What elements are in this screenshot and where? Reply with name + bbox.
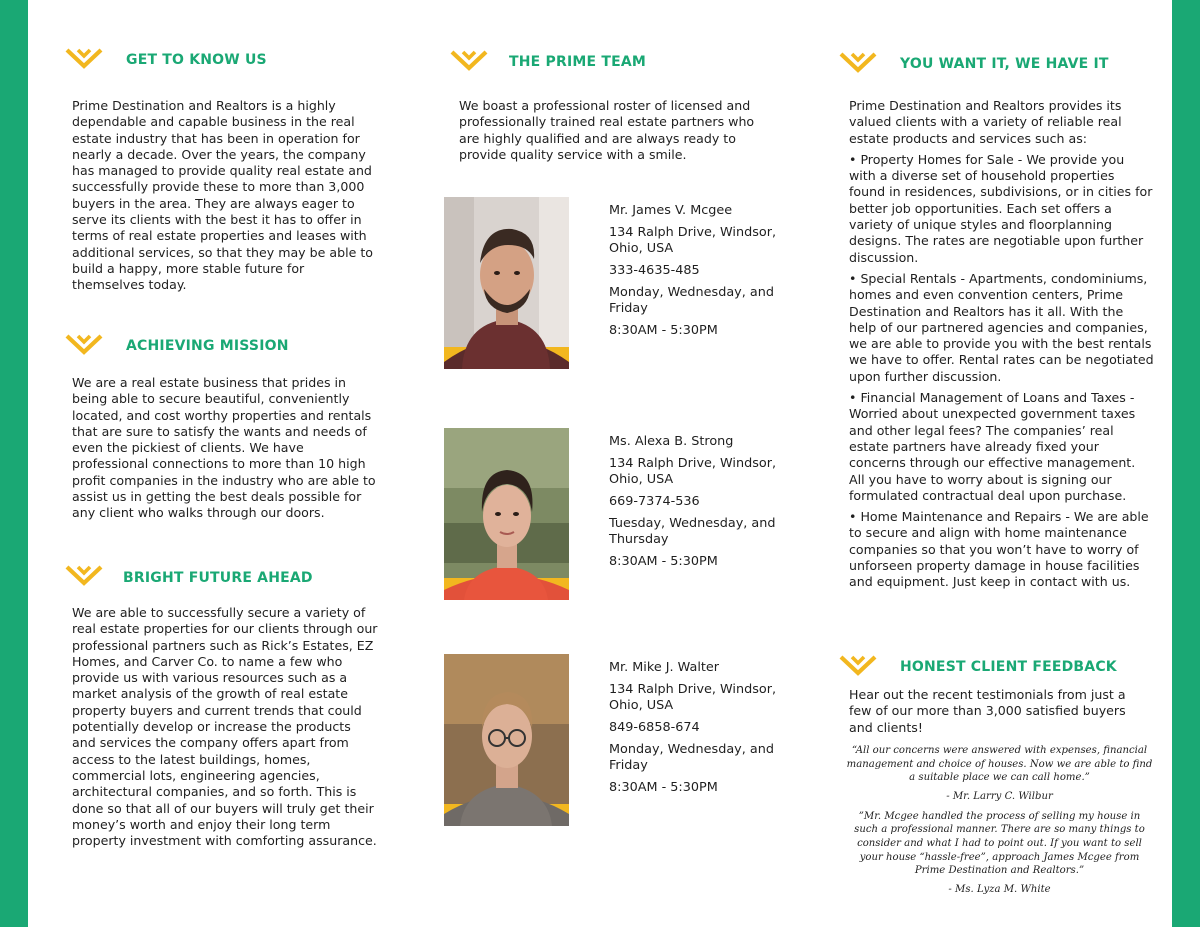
member-photo-mike <box>444 654 569 826</box>
chevron-down-icon <box>838 653 878 677</box>
offer-item: • Property Homes for Sale - We provide you with a diverse set of household properties found in residences, subdivisions, or in cities for better job opportunities. Each set offers a variety of unique styles and floorplanning designs. The rates are negotiable upon further discussion. <box>849 152 1154 266</box>
member-name: Mr. James V. Mcgee <box>609 203 733 218</box>
testimonial-author: - Ms. Lyza M. White <box>948 883 1051 895</box>
member-address: 134 Ralph Drive, Windsor, Ohio, USA <box>609 225 777 256</box>
member-days: Tuesday, Wednesday, and Thursday <box>609 516 776 547</box>
member-hours: 8:30AM - 5:30PM <box>609 554 718 569</box>
bright-future-heading: BRIGHT FUTURE AHEAD <box>123 570 313 586</box>
member-photo-james <box>444 197 569 369</box>
right-green-border <box>1172 0 1200 927</box>
member-days: Monday, Wednesday, and Friday <box>609 285 774 316</box>
offer-item: • Home Maintenance and Repairs - We are able to secure and align with home maintenance companies so that you won’t have to worry of unforseen property damage in house facilities and equipment. Just keep in contact with us. <box>849 509 1154 590</box>
member-phone: 333-4635-485 <box>609 263 700 278</box>
you-want-it-heading: YOU WANT IT, WE HAVE IT <box>900 56 1109 72</box>
offer-section <box>849 98 1154 591</box>
left-green-border <box>0 0 28 927</box>
get-to-know-us-text: Prime Destination and Realtors is a highly dependable and capable business in the real estate industry that has been in operation for nearly a decade. Over the years, the company has managed to provide quality real estate and successfully provide these to more than 3,000 buyers in the area. They are always eager to serve its clients with the best it has to offer in terms of real estate properties and leases with additional services, so that they may be able to build a happy, more stable future for themselves today. <box>72 98 373 293</box>
member-address: 134 Ralph Drive, Windsor, Ohio, USA <box>609 456 777 487</box>
get-to-know-us-heading: GET TO KNOW US <box>126 52 267 68</box>
member-name: Mr. Mike J. Walter <box>609 660 720 675</box>
member-info-mike <box>609 660 784 802</box>
member-photo-alexa <box>444 428 569 600</box>
offer-item: • Financial Management of Loans and Taxes - Worried about unexpected government taxes and other legal fees? The companies’ real estate partners have already fixed your concerns through our effective management. All you have to worry about is signing our formulated contractual deal upon purchase. <box>849 390 1154 504</box>
prime-team-intro: We boast a professional roster of licensed and professionally trained real estate partners who are highly qualified and are always ready to provide quality service with a smile. <box>459 98 755 162</box>
testimonial-quote: ”Mr. Mcgee handled the process of selling my house in such a professional manner. There are so many things to consider and what I had to point out. If you want to sell your house “hassle-free”, approach James Mcgee from Prime Destination and Realtors.” <box>854 810 1145 877</box>
member-info-alexa <box>609 434 784 576</box>
member-address: 134 Ralph Drive, Windsor, Ohio, USA <box>609 682 777 713</box>
member-phone: 669-7374-536 <box>609 494 700 509</box>
member-name: Ms. Alexa B. Strong <box>609 434 734 449</box>
member-info-james <box>609 203 784 345</box>
client-feedback-heading: HONEST CLIENT FEEDBACK <box>900 659 1117 675</box>
chevron-down-icon <box>64 46 104 70</box>
offer-item: • Special Rentals - Apartments, condominiums, homes and even convention centers, Prime Destination and Realtors has it all. With the help of our partnered agencies and companies, we are able to provide you with the best rentals we have to offer. Rental rates can be negotiated upon further discussion. <box>849 271 1154 385</box>
prime-team-heading: THE PRIME TEAM <box>509 54 647 70</box>
bright-future-text: We are able to successfully secure a variety of real estate properties for our clients through our professional partners such as Rick’s Estates, EZ Homes, and Carver Co. to name a few who provide us with various resources such as a market analysis of the growth of real estate property buyers and current trends that could potentially develop or increase the products and services the company offers apart from access to the latest buildings, homes, commercial lots, engineering agencies, architectural companies, and so forth. This is done so that all of our buyers will truly get their money’s worth and enjoy their long term property investment with comforting assurance. <box>72 605 378 849</box>
chevron-down-icon <box>64 563 104 587</box>
member-hours: 8:30AM - 5:30PM <box>609 323 718 338</box>
chevron-down-icon <box>64 332 104 356</box>
achieving-mission-heading: ACHIEVING MISSION <box>126 338 289 354</box>
offer-intro: Prime Destination and Realtors provides its valued clients with a variety of reliable real estate products and services such as: <box>849 98 1122 146</box>
testimonial-quote: “All our concerns were answered with expenses, financial management and choice of houses. Now we are able to find a suitable place we can call home.” <box>846 745 1153 784</box>
feedback-intro: Hear out the recent testimonials from just a few of our more than 3,000 satisfied buyers and clients! <box>849 687 1126 735</box>
chevron-down-icon <box>838 50 878 74</box>
testimonial-author: - Mr. Larry C. Wilbur <box>946 790 1053 802</box>
chevron-down-icon <box>449 48 489 72</box>
achieving-mission-text: We are a real estate business that prides in being able to secure beautiful, conveniently located, and cost worthy properties and rentals that are sure to satisfy the wants and needs of even the pickiest of clients. We have professional connections to more than 10 high profit companies in the industry who are able to assist us in getting the best deals possible for any client who walks through our doors. <box>72 375 376 521</box>
member-hours: 8:30AM - 5:30PM <box>609 780 718 795</box>
member-phone: 849-6858-674 <box>609 720 700 735</box>
member-days: Monday, Wednesday, and Friday <box>609 742 774 773</box>
testimonials <box>846 744 1153 903</box>
